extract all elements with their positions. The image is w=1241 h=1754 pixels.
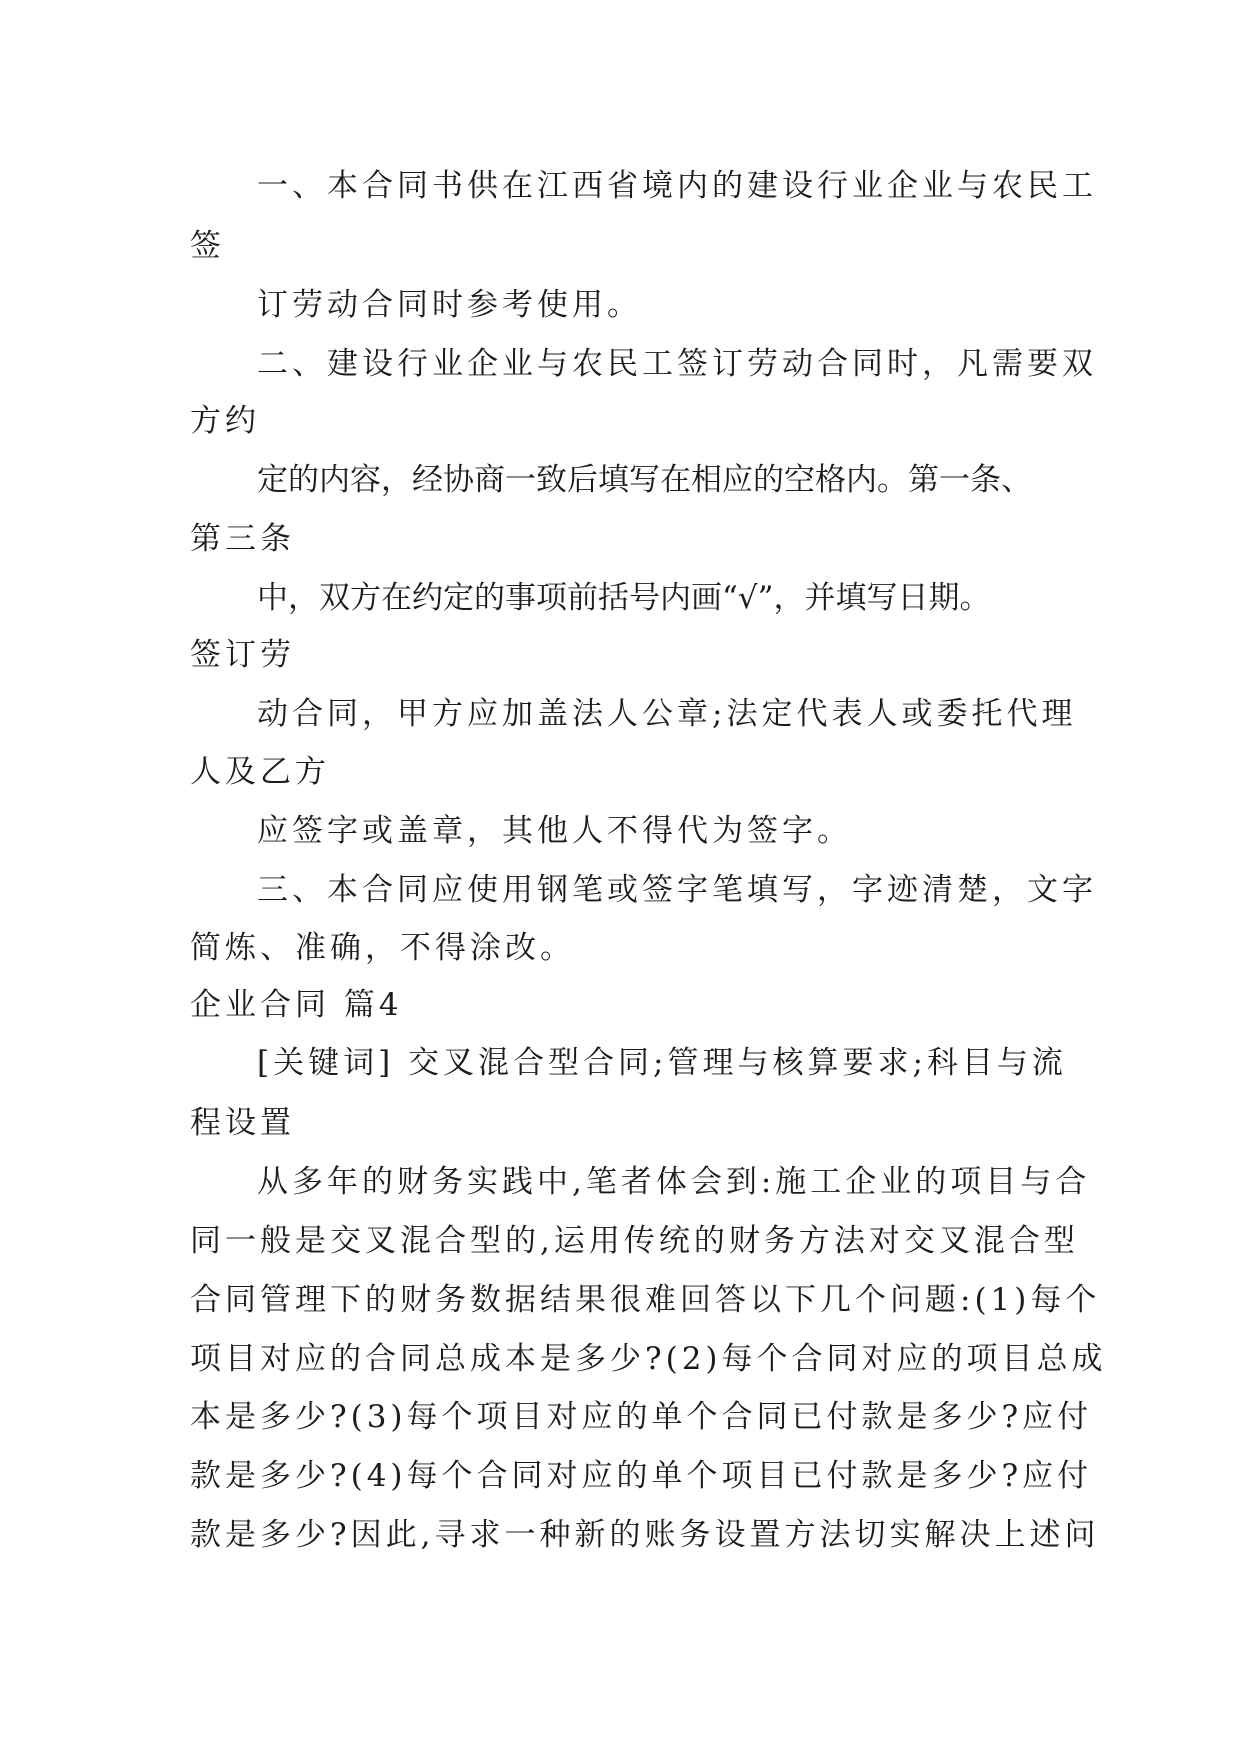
paragraph-line: 动合同，甲方应加盖法人公章;法定代表人或委托代理 xyxy=(257,696,1077,732)
paragraph-line: 从多年的财务实践中,笔者体会到:施工企业的项目与合 xyxy=(257,1164,1091,1200)
paragraph-line: 一、本合同书供在江西省境内的建设行业企业与农民工 xyxy=(257,168,1097,204)
paragraph-line: [关键词] 交叉混合型合同;管理与核算要求;科目与流 xyxy=(257,1045,1067,1081)
paragraph-line: 方约 xyxy=(190,403,260,439)
paragraph-line: 合同管理下的财务数据结果很难回答以下几个问题:(1)每个 xyxy=(190,1282,1101,1318)
section-heading: 企业合同 篇4 xyxy=(190,987,403,1023)
paragraph-line: 程设置 xyxy=(190,1105,295,1141)
paragraph-line: 定的内容，经协商一致后填写在相应的空格内。第一条、 xyxy=(257,462,1032,498)
paragraph-line: 中，双方在约定的事项前括号内画“√”，并填写日期。 xyxy=(257,580,991,616)
paragraph-line: 订劳动合同时参考使用。 xyxy=(257,287,642,323)
paragraph-line: 应签字或盖章，其他人不得代为签字。 xyxy=(257,813,852,849)
paragraph-line: 简炼、准确，不得涂改。 xyxy=(190,930,575,966)
paragraph-line: 三、本合同应使用钢笔或签字笔填写，字迹清楚，文字 xyxy=(257,872,1097,908)
paragraph-line: 本是多少?(3)每个项目对应的单个合同已付款是多少?应付 xyxy=(190,1399,1093,1435)
paragraph-line: 款是多少?(4)每个合同对应的单个项目已付款是多少?应付 xyxy=(190,1458,1093,1494)
paragraph-line: 签 xyxy=(190,228,225,264)
paragraph-line: 人及乙方 xyxy=(190,754,330,790)
paragraph-line: 签订劳 xyxy=(190,637,295,673)
paragraph-line: 同一般是交叉混合型的,运用传统的财务方法对交叉混合型 xyxy=(190,1223,1079,1259)
paragraph-line: 项目对应的合同总成本是多少?(2)每个合同对应的项目总成 xyxy=(190,1341,1107,1377)
paragraph-line: 二、建设行业企业与农民工签订劳动合同时，凡需要双 xyxy=(257,346,1097,382)
paragraph-line: 第三条 xyxy=(190,521,295,557)
paragraph-line: 款是多少?因此,寻求一种新的账务设置方法切实解决上述问 xyxy=(190,1517,1100,1553)
